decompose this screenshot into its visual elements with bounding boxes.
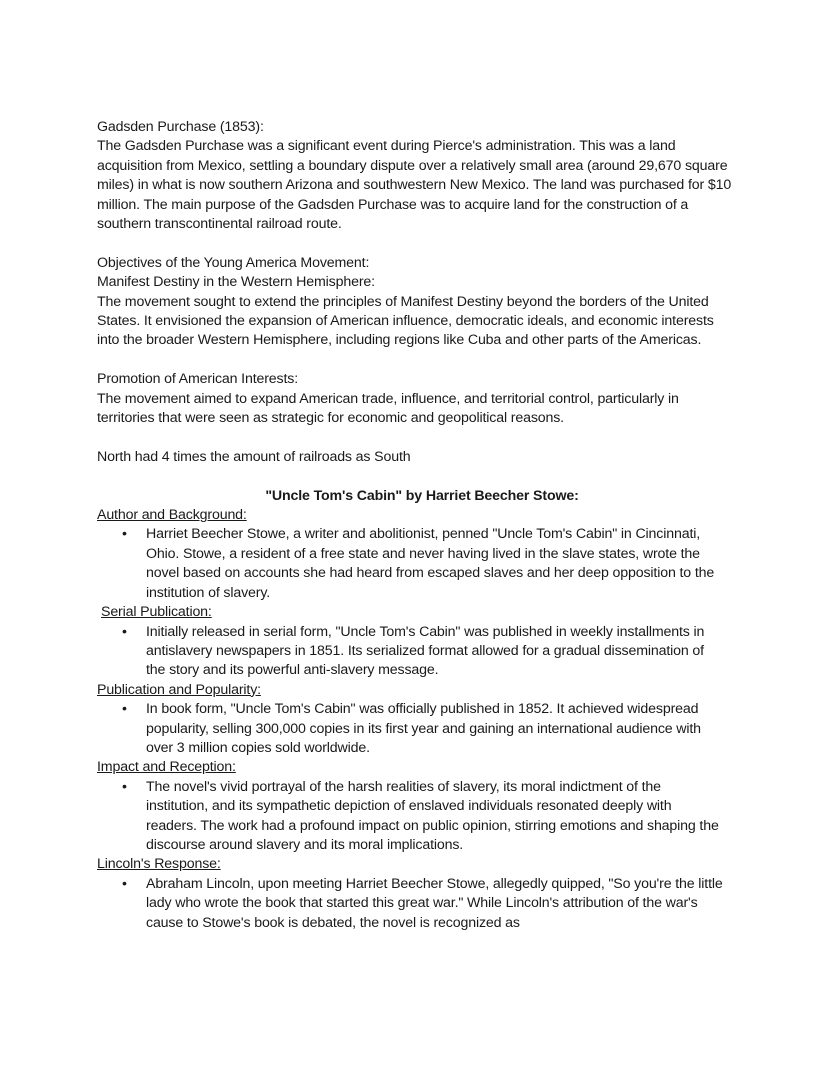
section-heading-author: Author and Background: xyxy=(97,507,247,524)
bullet-list xyxy=(97,700,737,758)
bullet-item xyxy=(97,875,737,933)
gadsden-heading: Gadsden Purchase (1853): xyxy=(97,119,264,135)
uncle-toms-cabin-title: "Uncle Tom's Cabin" by Harriet Beecher Stowe: xyxy=(265,487,579,504)
bullet-item xyxy=(97,623,737,681)
bullet-list xyxy=(97,778,737,856)
document-page xyxy=(97,118,737,933)
spacer xyxy=(97,467,737,486)
promotion-body: The movement aimed to expand American trade, influence, and territorial control, particularly in territories that were seen as strategic for economic and geopolitical reasons. xyxy=(97,390,679,427)
young-america-heading: Objectives of the Young America Movement: xyxy=(97,254,370,271)
bullet-list xyxy=(97,623,737,681)
bullet-icon: • xyxy=(122,701,127,718)
bullet-text: In book form, "Uncle Tom's Cabin" was officially published in 1852. It achieved widespread popularity, selling 300,000 copies in its first year and gaining an international audience with over 3 million copies sold worldwide. xyxy=(146,701,701,756)
bullet-list xyxy=(97,875,737,933)
bullet-text: Abraham Lincoln, upon meeting Harriet Beecher Stowe, allegedly quipped, "So you're the little lady who wrote the book that started this great war." While Lincoln's attribution of the war's cause to Stowe's book is debated, the novel is recognized as xyxy=(146,875,723,931)
gadsden-body: The Gadsden Purchase was a significant event during Pierce's administration. This was a land acquisition from Mexico, settling a boundary dispute over a relatively small area (around 29,670 square miles) in what is now southern Arizona and southwestern New Mexico. The land was purchased for $10 million. The main purpose of the Gadsden Purchase was to acquire land for the construction of a southern transcontinental railroad route. xyxy=(97,138,732,233)
promotion-heading: Promotion of American Interests: xyxy=(97,371,299,388)
spacer xyxy=(97,234,737,253)
railroads-note: North had 4 times the amount of railroads as South xyxy=(97,448,411,465)
bullet-item xyxy=(97,778,737,856)
section-heading-serial: Serial Publication: xyxy=(101,604,212,621)
bullet-icon: • xyxy=(122,875,127,892)
spacer xyxy=(97,351,737,370)
section-heading-publication: Publication and Popularity: xyxy=(97,681,261,698)
bullet-list xyxy=(97,525,737,603)
bullet-text: The novel's vivid portrayal of the harsh realities of slavery, its moral indictment of the institution, and its sympathetic depiction of enslaved individuals resonated deeply with readers. The work had a profound impact on public opinion, stirring emotions and shaping the discourse around slavery and its moral implications. xyxy=(146,778,719,853)
bullet-icon: • xyxy=(122,623,127,640)
bullet-icon: • xyxy=(122,526,127,543)
bullet-item xyxy=(97,525,737,603)
bullet-item xyxy=(97,700,737,758)
manifest-destiny-body: The movement sought to extend the principles of Manifest Destiny beyond the borders of the United States. It envisioned the expansion of American influence, democratic ideals, and economic interests into the broader Western Hemisphere, including regions like Cuba and other parts of the Americas. xyxy=(97,293,714,349)
section-heading-impact: Impact and Reception: xyxy=(97,759,236,776)
bullet-text: Initially released in serial form, "Uncle Tom's Cabin" was published in weekly installments in antislavery newspapers in 1851. Its serialized format allowed for a gradual dissemination of the story and its powerful anti-slavery message. xyxy=(146,623,705,679)
manifest-destiny-heading: Manifest Destiny in the Western Hemisphere: xyxy=(97,274,375,291)
section-heading-lincoln: Lincoln's Response: xyxy=(97,856,221,873)
spacer xyxy=(97,428,737,447)
bullet-text: Harriet Beecher Stowe, a writer and abolitionist, penned "Uncle Tom's Cabin" in Cincinnati, Ohio. Stowe, a resident of a free state and never having lived in the slave states, wrote the novel based on accounts she had heard from escaped slaves and her deep opposition to the institution of slavery. xyxy=(146,526,715,601)
bullet-icon: • xyxy=(122,778,127,795)
